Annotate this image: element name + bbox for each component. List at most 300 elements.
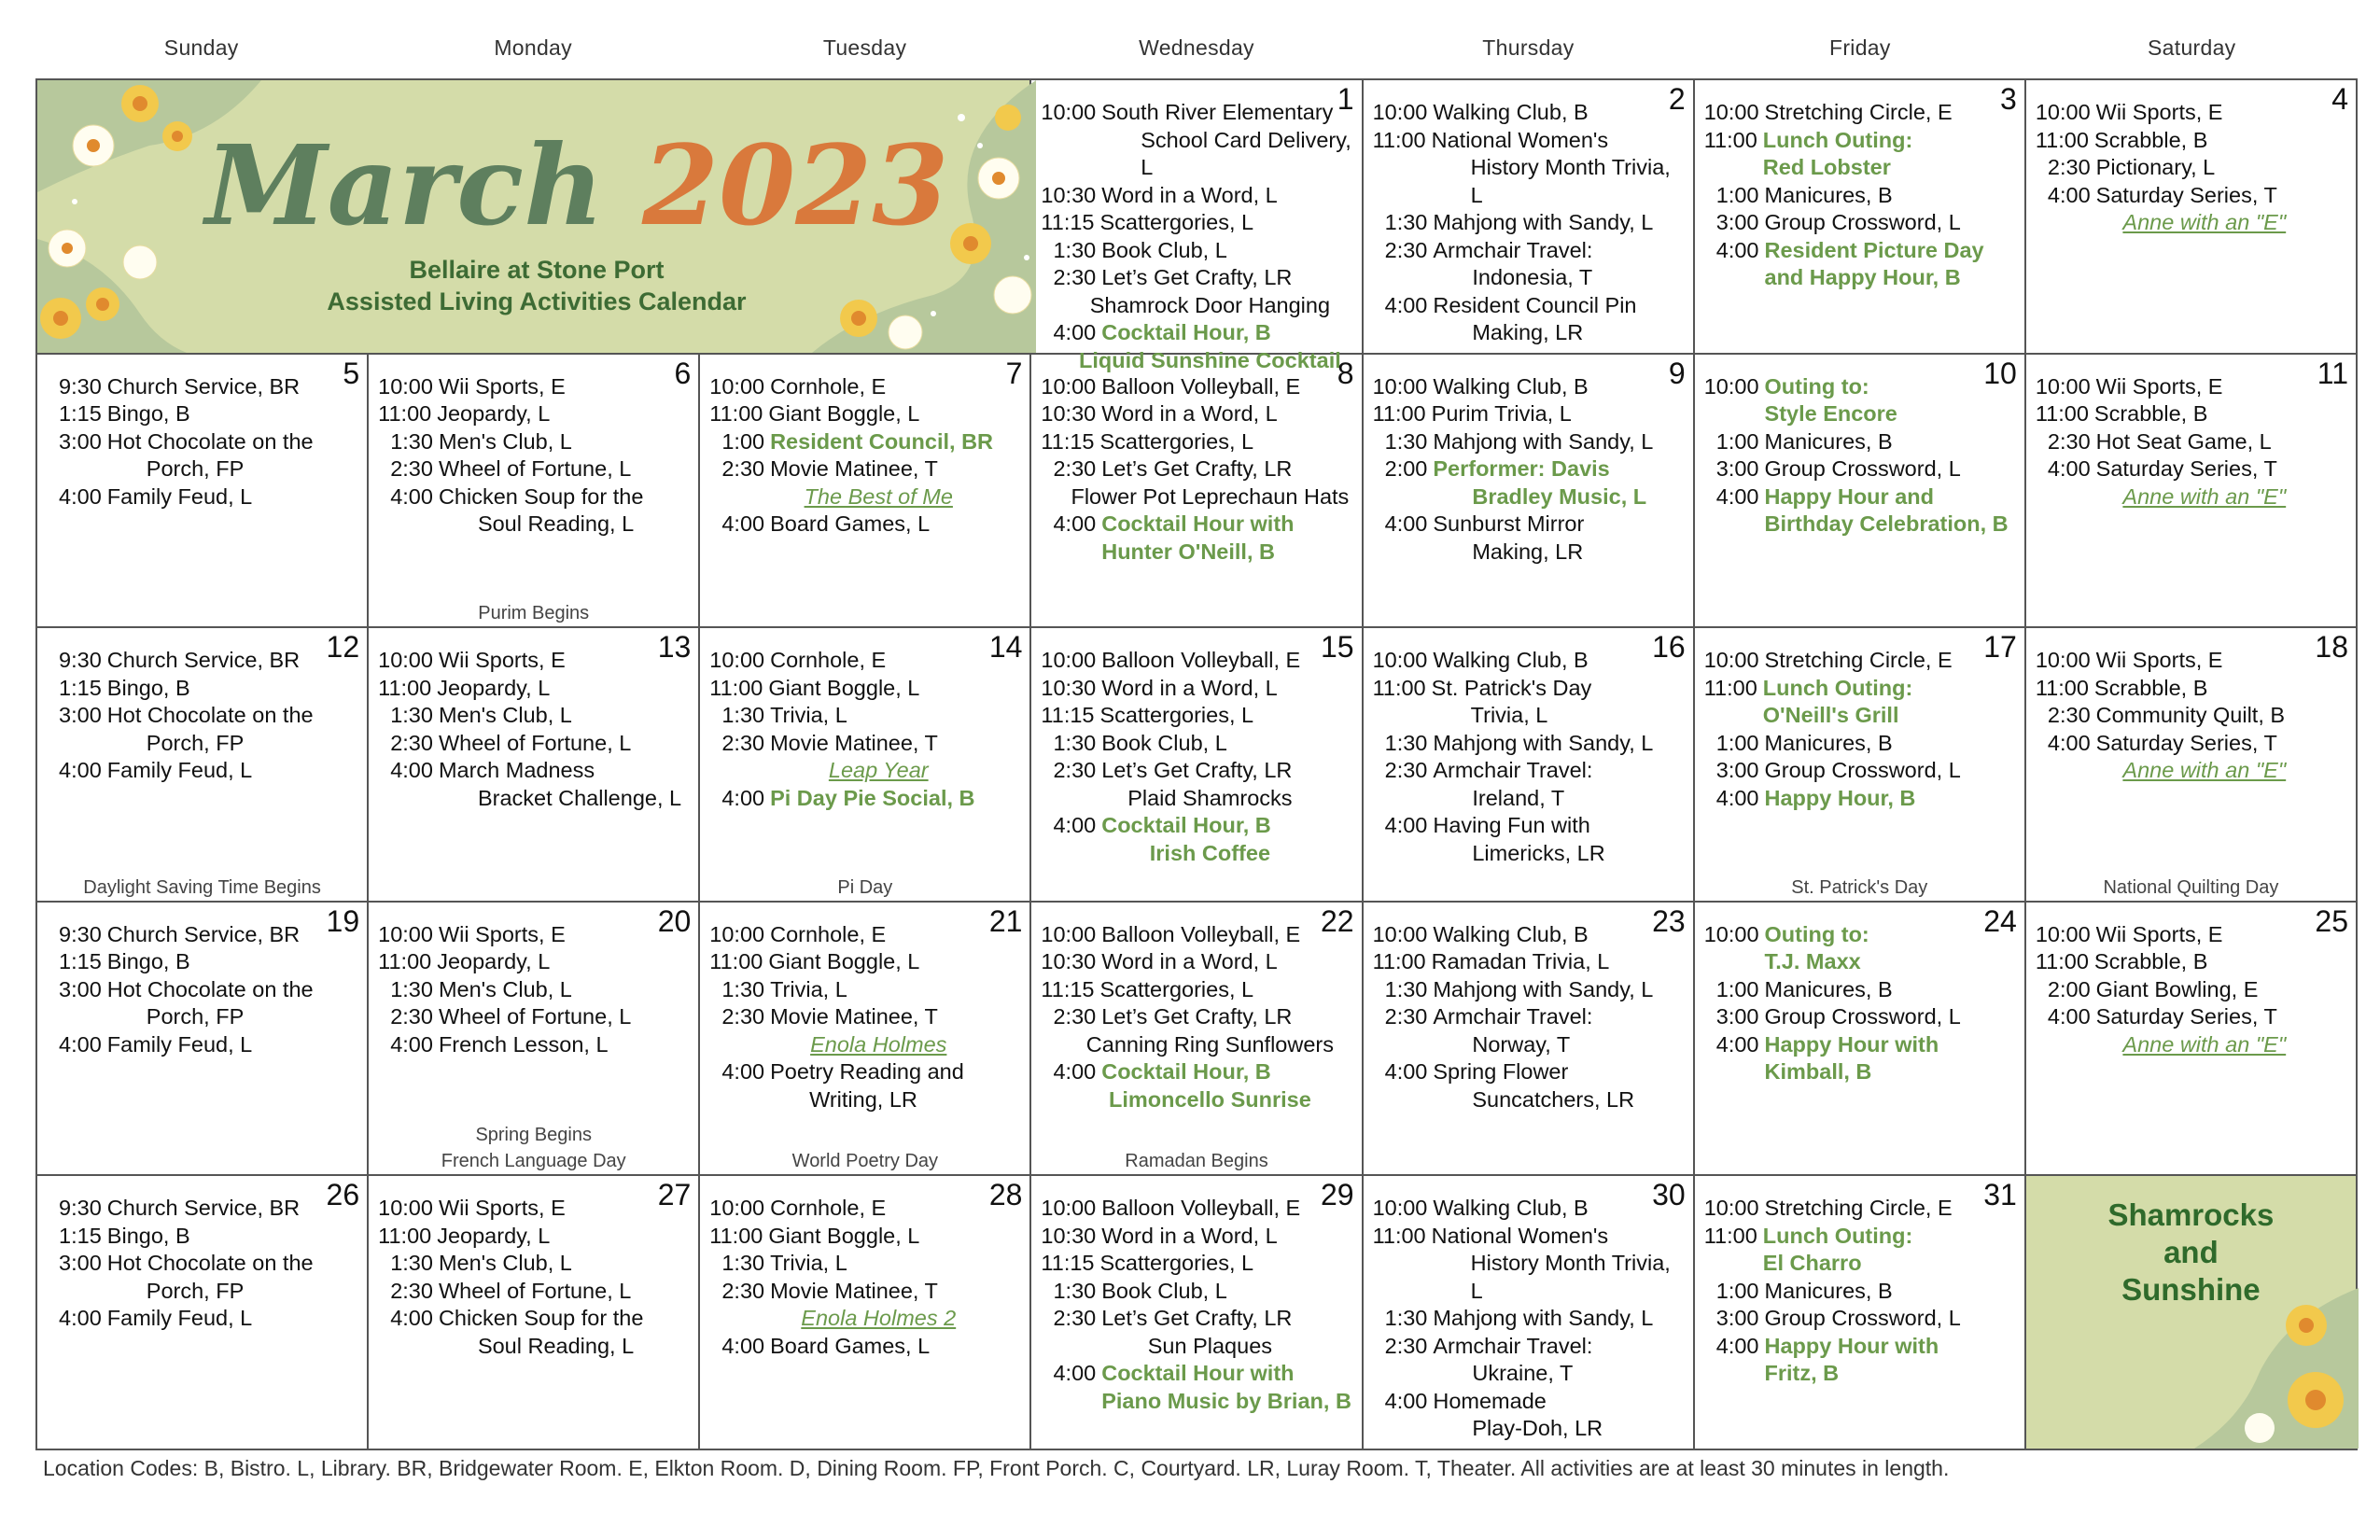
event-list: [47, 1195, 361, 1333]
event-detail-highlight: Irish Coffee: [1149, 840, 1271, 865]
event-description: [768, 675, 1024, 703]
event-description: [1765, 428, 2019, 456]
event-time: 11:00: [1372, 1223, 1426, 1248]
event-highlight: Outing to:: [1764, 373, 1869, 399]
event-highlight: El Charro: [1762, 1251, 1862, 1276]
event-time: 9:30: [47, 1196, 102, 1221]
day-cell-20: [369, 903, 700, 1177]
event-time: 11:00: [709, 675, 763, 700]
event-title-continued: History Month Trivia, L: [1470, 155, 1671, 207]
event-highlight: Kimball, B: [1764, 1059, 1872, 1085]
event-list: [47, 921, 361, 1059]
location-codes-legend: Location Codes: B, Bistro. L, Library. BR, Bridgewater Room. E, Elkton Room. D, Dining Room. FP, Front Porch. C, Courtyard. LR, Luray Room. T, Theater. All activities are at least 30 minutes in length.: [43, 1456, 1950, 1480]
day-cell-10: [1695, 355, 2026, 629]
event-description: [2096, 1003, 2350, 1058]
event-time: 4:00: [378, 1306, 433, 1331]
event-description: [770, 511, 1024, 539]
movie-title: Anne with an "E": [2122, 483, 2287, 509]
event-item: [1704, 730, 2019, 758]
event-description: [439, 1195, 693, 1223]
event-description: [770, 1250, 1024, 1278]
event-highlight: Resident Council, BR: [770, 428, 994, 454]
event-description: [1433, 730, 1687, 758]
weekday-header: [35, 35, 2358, 61]
event-time: 2:30: [1372, 758, 1428, 783]
event-time: 2:30: [378, 1278, 433, 1303]
event-item: [1041, 373, 1355, 401]
event-time: 10:00: [378, 1196, 433, 1221]
event-item: [1373, 127, 1687, 210]
weekday-monday: Monday: [494, 35, 572, 60]
event-description: [2094, 400, 2350, 428]
event-time: 10:00: [1703, 100, 1759, 124]
event-description: [1433, 757, 1687, 812]
event-title: Wii Sports, E: [2095, 921, 2223, 946]
event-item: [709, 1250, 1024, 1278]
event-description: [1433, 428, 1687, 456]
event-description: [1100, 209, 1356, 237]
event-time: 11:00: [1703, 675, 1757, 700]
event-item: [709, 647, 1024, 675]
event-item: [1704, 675, 2019, 730]
event-title: Family Feud, L: [106, 1306, 253, 1331]
event-time: 4:00: [378, 483, 433, 509]
event-time: 4:00: [1703, 483, 1759, 509]
event-description: [1433, 1003, 1687, 1058]
day-number: 18: [2315, 630, 2348, 665]
event-item: [2036, 921, 2350, 949]
event-time: 10:00: [378, 373, 433, 399]
event-description: [1101, 1360, 1355, 1415]
event-time: 10:00: [1041, 921, 1097, 946]
event-item: [1041, 1195, 1355, 1223]
event-item: [378, 1003, 693, 1031]
promo-cell: [2026, 1176, 2358, 1450]
event-time: 2:30: [2035, 428, 2091, 454]
event-title: Hot Chocolate on the: [106, 1251, 314, 1276]
event-title: Resident Council Pin: [1433, 292, 1637, 317]
event-time: 10:00: [378, 648, 433, 673]
event-item: [1373, 237, 1687, 292]
day-cell-7: [700, 355, 1031, 629]
event-item: [378, 1223, 693, 1251]
event-description: [439, 455, 693, 483]
day-number: 27: [657, 1178, 692, 1212]
event-time: 10:30: [1041, 182, 1097, 207]
event-item: [2036, 730, 2350, 785]
event-item: [1704, 1031, 2019, 1086]
promo-line-2: and: [2163, 1235, 2219, 1270]
day-number: 29: [1320, 1178, 1354, 1212]
event-item: [1704, 127, 2019, 182]
movie-title: Anne with an "E": [2122, 758, 2287, 783]
event-description: [107, 647, 361, 675]
event-time: 10:30: [1041, 675, 1097, 700]
event-item: [1373, 757, 1687, 812]
event-time: 2:30: [378, 730, 433, 755]
event-highlight: Cocktail Hour with: [1101, 1361, 1295, 1386]
event-item: [709, 1223, 1024, 1251]
event-time: 4:00: [1041, 320, 1097, 344]
event-description: [1765, 1305, 2019, 1333]
event-item: [709, 455, 1024, 511]
event-time: 4:00: [378, 758, 433, 783]
event-item: [1041, 948, 1355, 976]
event-title: Wheel of Fortune, L: [438, 730, 632, 755]
event-title: Wheel of Fortune, L: [438, 1004, 632, 1029]
event-title: Church Service, BR: [106, 648, 301, 673]
event-time: 10:00: [2035, 100, 2091, 124]
event-item: [1041, 511, 1355, 566]
event-title: Cornhole, E: [770, 648, 887, 673]
event-list: [378, 921, 693, 1059]
event-list: [47, 647, 361, 785]
event-time: 1:30: [1041, 730, 1097, 755]
event-title: Manicures, B: [1764, 428, 1893, 454]
event-item: [1704, 647, 2019, 675]
event-description: [1101, 1223, 1355, 1251]
event-list: [2036, 99, 2350, 237]
event-description: [1101, 99, 1355, 182]
observance-label: St. Patrick's Day: [1791, 876, 1928, 898]
event-title: Hot Chocolate on the: [106, 976, 314, 1001]
event-description: [1765, 483, 2019, 539]
event-title: Stretching Circle, E: [1764, 100, 1953, 124]
event-time: 1:00: [1703, 1278, 1759, 1303]
event-title: Cornhole, E: [770, 921, 887, 946]
movie-title: Enola Holmes 2: [801, 1306, 957, 1331]
event-title: Wheel of Fortune, L: [438, 456, 632, 482]
event-item: [709, 1278, 1024, 1333]
day-number: 24: [1983, 903, 2017, 938]
event-description: [770, 373, 1024, 401]
observance-label: Pi Day: [837, 876, 893, 898]
event-description: [1433, 511, 1687, 566]
event-time: 10:30: [1041, 949, 1097, 974]
event-item: [1373, 1333, 1687, 1388]
event-item: [47, 400, 361, 428]
day-number: 10: [1983, 356, 2017, 390]
event-title-continued: Writing, LR: [809, 1086, 917, 1112]
event-highlight: Outing to:: [1764, 921, 1869, 946]
event-time: 4:00: [2035, 1004, 2091, 1029]
event-time: 1:15: [47, 1223, 102, 1248]
observance-list: [37, 875, 367, 901]
event-title-continued: Trivia, L: [1470, 703, 1548, 728]
event-title: Men's Club, L: [438, 703, 572, 728]
event-item: [2036, 99, 2350, 127]
event-item: [1373, 1058, 1687, 1113]
event-title: Mahjong with Sandy, L: [1433, 976, 1654, 1001]
event-description: [2096, 455, 2350, 511]
event-time: 10:00: [709, 373, 765, 399]
event-time: 3:00: [1703, 456, 1759, 482]
event-time: 4:00: [1703, 1031, 1759, 1057]
event-description: [2096, 647, 2350, 675]
event-time: 1:30: [1372, 428, 1428, 454]
event-time: 1:30: [378, 976, 433, 1001]
event-title: Scrabble, B: [2093, 675, 2208, 700]
event-description: [1765, 730, 2019, 758]
event-title: Walking Club, B: [1433, 921, 1589, 946]
event-title: Movie Matinee, T: [770, 1004, 938, 1029]
event-description: [439, 1250, 693, 1278]
event-time: 4:00: [1372, 511, 1428, 537]
day-cell-6: [369, 355, 700, 629]
event-title: National Women's: [1431, 1223, 1609, 1248]
day-cell-26: [37, 1176, 369, 1450]
event-description: [2096, 730, 2350, 785]
event-title: Men's Club, L: [438, 976, 572, 1001]
event-description: [107, 1250, 361, 1305]
event-item: [1373, 292, 1687, 347]
event-item: [1041, 428, 1355, 456]
event-title: Jeopardy, L: [437, 675, 551, 700]
event-title: Chicken Soup for the: [438, 1306, 644, 1331]
event-time: 3:00: [1703, 1004, 1759, 1029]
event-description: [1433, 812, 1687, 867]
event-time: 2:30: [1041, 1004, 1097, 1029]
event-title: Balloon Volleyball, E: [1101, 1196, 1301, 1221]
event-list: [1373, 921, 1687, 1114]
event-description: [1765, 99, 2019, 127]
event-title-continued: Ukraine, T: [1472, 1361, 1574, 1386]
event-time: 2:30: [378, 456, 433, 482]
event-list: [1704, 373, 2019, 539]
event-title: Scattergories, L: [1099, 976, 1254, 1001]
event-description: [1433, 1058, 1687, 1113]
event-time: 2:30: [2035, 703, 2091, 728]
event-description: [107, 1195, 361, 1223]
event-time: 4:00: [1703, 785, 1759, 810]
event-description: [1765, 785, 2019, 813]
event-description: [1432, 948, 1687, 976]
event-highlight: Performer: Davis: [1433, 456, 1610, 482]
event-title-continued: Soul Reading, L: [477, 1333, 635, 1358]
day-number: 6: [674, 356, 692, 390]
event-item: [1373, 428, 1687, 456]
event-title: Group Crossword, L: [1764, 210, 1961, 234]
event-description: [1765, 1031, 2019, 1086]
event-item: [378, 1031, 693, 1059]
event-time: 4:00: [47, 758, 102, 783]
event-description: [2094, 675, 2350, 703]
event-time: 11:15: [1041, 428, 1095, 454]
event-description: [1765, 921, 2019, 976]
event-description: [2096, 154, 2350, 182]
day-cell-5: [37, 355, 369, 629]
event-time: 2:30: [1372, 1004, 1428, 1029]
facility-name: Bellaire at Stone Port: [409, 256, 665, 284]
event-time: 11:00: [709, 401, 763, 427]
event-time: 2:30: [709, 1004, 765, 1029]
event-title: Movie Matinee, T: [770, 1278, 938, 1303]
event-item: [709, 511, 1024, 539]
event-title: Wheel of Fortune, L: [438, 1278, 632, 1303]
event-item: [1704, 483, 2019, 539]
event-description: [770, 1003, 1024, 1058]
event-item: [1041, 1278, 1355, 1306]
event-item: [1041, 976, 1355, 1004]
event-title: Mahjong with Sandy, L: [1433, 210, 1654, 234]
event-time: 1:30: [378, 703, 433, 728]
event-title: Ramadan Trivia, L: [1431, 949, 1610, 974]
event-title: Let’s Get Crafty, LR: [1101, 1004, 1293, 1029]
event-title: National Women's: [1431, 127, 1609, 152]
event-highlight: Style Encore: [1764, 401, 1897, 427]
event-item: [1041, 730, 1355, 758]
event-time: 10:00: [1703, 1196, 1759, 1221]
event-time: 4:00: [2035, 182, 2091, 207]
event-item: [378, 702, 693, 730]
day-number: 31: [1983, 1178, 2017, 1212]
event-description: [107, 428, 361, 483]
event-description: [1763, 127, 2019, 182]
event-item: [1373, 1223, 1687, 1306]
event-item: [2036, 373, 2350, 401]
event-item: [1041, 921, 1355, 949]
event-description: [1101, 1278, 1355, 1306]
day-cell-25: [2026, 903, 2358, 1177]
event-list: [378, 647, 693, 812]
event-description: [1089, 264, 1355, 319]
event-title: Armchair Travel:: [1433, 758, 1593, 783]
event-item: [378, 1195, 693, 1223]
event-time: 4:00: [1372, 1059, 1428, 1085]
event-highlight: Resident Picture Day: [1764, 237, 1984, 262]
event-title: Bingo, B: [106, 401, 190, 427]
event-description: [439, 702, 693, 730]
event-description: [107, 757, 361, 785]
event-item: [1041, 675, 1355, 703]
event-highlight: Piano Music by Brian, B: [1101, 1388, 1351, 1413]
event-item: [47, 702, 361, 757]
event-title: Word in a Word, L: [1101, 1223, 1278, 1248]
event-title: Jeopardy, L: [437, 949, 551, 974]
event-time: 2:30: [1041, 456, 1097, 482]
event-title-continued: Suncatchers, LR: [1472, 1086, 1635, 1112]
event-time: 10:00: [1703, 921, 1759, 946]
event-time: 1:30: [1372, 1306, 1428, 1331]
day-number: 21: [988, 903, 1023, 938]
event-time: 11:15: [1041, 210, 1095, 234]
event-title: Scattergories, L: [1099, 210, 1254, 234]
day-cell-30: [1364, 1176, 1695, 1450]
event-time: 1:30: [709, 976, 765, 1001]
event-list: [1041, 99, 1355, 374]
day-cell-22: [1031, 903, 1363, 1177]
event-time: 2:30: [709, 730, 765, 755]
event-description: [107, 948, 361, 976]
observance-label: French Language Day: [441, 1151, 626, 1172]
event-title: Let’s Get Crafty, LR: [1101, 1306, 1293, 1331]
event-title: Walking Club, B: [1433, 1196, 1589, 1221]
event-time: 11:00: [1703, 1223, 1757, 1248]
event-description: [1100, 702, 1356, 730]
observance-list: [369, 600, 698, 626]
day-cell-17: [1695, 628, 2026, 903]
event-time: 1:30: [378, 428, 433, 454]
event-time: 3:00: [1703, 1306, 1759, 1331]
event-title: Armchair Travel:: [1433, 1333, 1593, 1358]
day-number: 17: [1983, 630, 2017, 665]
day-number: 15: [1320, 630, 1354, 665]
event-title: Sunburst Mirror: [1433, 511, 1585, 537]
event-title-continued: Making, LR: [1472, 539, 1584, 564]
event-list: [709, 373, 1024, 539]
event-title: Let’s Get Crafty, LR: [1101, 456, 1293, 482]
event-item: [2036, 1003, 2350, 1058]
event-title: Giant Bowling, E: [2095, 976, 2259, 1001]
event-title: Hot Chocolate on the: [106, 428, 314, 454]
event-title: Giant Boggle, L: [768, 401, 920, 427]
event-time: 2:30: [1372, 1333, 1428, 1358]
event-item: [1041, 264, 1355, 319]
event-item: [47, 921, 361, 949]
event-time: 4:00: [709, 1059, 765, 1085]
day-number: 28: [988, 1178, 1023, 1212]
event-item: [47, 1031, 361, 1059]
event-title: Saturday Series, T: [2095, 730, 2277, 755]
event-description: [439, 1031, 693, 1059]
day-number: 8: [1337, 356, 1354, 390]
event-item: [709, 1058, 1024, 1113]
event-highlight: Birthday Celebration, B: [1764, 511, 2009, 537]
event-time: 11:00: [2035, 401, 2089, 427]
event-description: [1101, 730, 1355, 758]
event-highlight: O'Neill's Grill: [1762, 703, 1899, 728]
event-time: 1:15: [47, 401, 102, 427]
event-item: [1704, 1278, 2019, 1306]
event-highlight: Cocktail Hour, B: [1101, 320, 1271, 344]
event-title: Balloon Volleyball, E: [1101, 373, 1301, 399]
event-item: [709, 702, 1024, 730]
event-title: Church Service, BR: [106, 921, 301, 946]
event-time: 3:00: [47, 1251, 102, 1276]
event-time: 10:00: [709, 648, 765, 673]
event-description: [1432, 127, 1687, 210]
observance-label: Purim Begins: [478, 603, 590, 624]
event-description: [770, 1195, 1024, 1223]
day-number: 11: [2317, 356, 2348, 390]
event-item: [378, 976, 693, 1004]
day-cell-23: [1364, 903, 1695, 1177]
event-highlight: Lunch Outing:: [1762, 1223, 1913, 1248]
event-title: Wii Sports, E: [438, 373, 566, 399]
event-list: [1041, 921, 1355, 1114]
event-description: [1432, 1223, 1687, 1306]
event-title: Book Club, L: [1101, 730, 1227, 755]
event-item: [1041, 702, 1355, 730]
event-time: 2:30: [1041, 758, 1097, 783]
event-title: Let’s Get Crafty, LR: [1101, 758, 1293, 783]
event-title: Purim Trivia, L: [1431, 401, 1572, 427]
event-item: [1373, 1388, 1687, 1443]
event-list: [1373, 1195, 1687, 1443]
event-title: Armchair Travel:: [1433, 1004, 1593, 1029]
day-number: 2: [1668, 82, 1686, 116]
event-highlight: Happy Hour, B: [1764, 785, 1916, 810]
event-item: [1373, 1195, 1687, 1223]
event-title: Cornhole, E: [770, 373, 887, 399]
event-item: [1704, 455, 2019, 483]
event-title: Mahjong with Sandy, L: [1433, 1306, 1654, 1331]
event-description: [439, 373, 693, 401]
day-number: 26: [326, 1178, 360, 1212]
event-description: [1432, 400, 1687, 428]
event-description: [770, 730, 1024, 785]
event-time: 10:00: [378, 921, 433, 946]
